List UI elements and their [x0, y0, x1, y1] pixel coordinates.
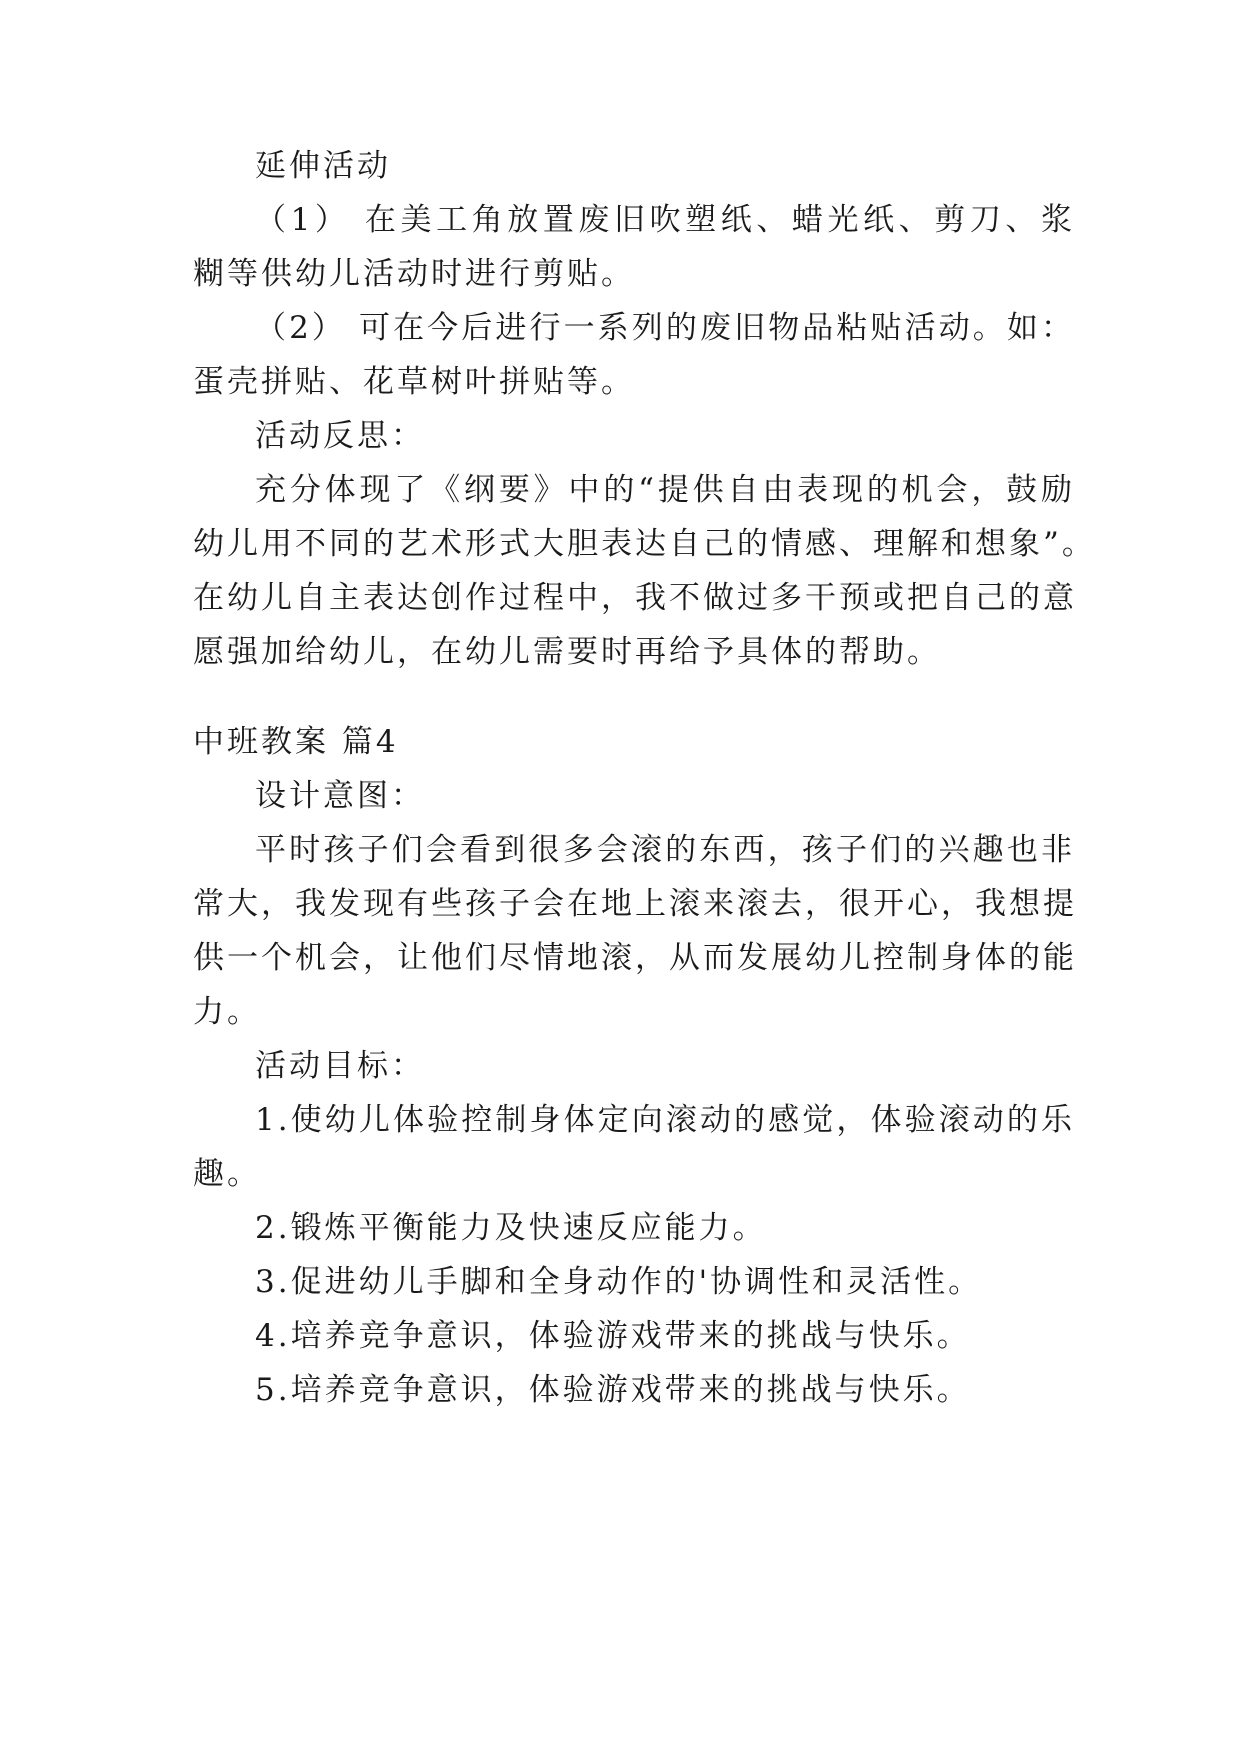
extension-item-2-line-2: 蛋壳拼贴、花草树叶拼贴等。 — [193, 364, 635, 400]
reflection-line-1: 充分体现了《纲要》中的“提供自由表现的机会，鼓励 — [255, 472, 1075, 508]
intent-heading: 设计意图： — [255, 778, 425, 814]
goal-4: 4.培养竞争意识，体验游戏带来的挑战与快乐。 — [255, 1318, 971, 1354]
goal-5: 5.培养竞争意识，体验游戏带来的挑战与快乐。 — [255, 1372, 971, 1408]
intent-line-1: 平时孩子们会看到很多会滚的东西，孩子们的兴趣也非 — [255, 832, 1075, 868]
reflection-line-2: 幼儿用不同的艺术形式大胆表达自己的情感、理解和想象”。 — [193, 526, 1096, 562]
intent-line-3: 供一个机会，让他们尽情地滚，从而发展幼儿控制身体的能 — [193, 940, 1077, 976]
extension-item-1-line-2: 糊等供幼儿活动时进行剪贴。 — [193, 256, 635, 292]
reflection-heading: 活动反思： — [255, 418, 425, 454]
intent-line-4: 力。 — [193, 994, 261, 1030]
intent-line-2: 常大，我发现有些孩子会在地上滚来滚去，很开心，我想提 — [193, 886, 1077, 922]
goal-3: 3.促进幼儿手脚和全身动作的'协调性和灵活性。 — [255, 1264, 983, 1300]
extension-item-1-line-1: （1） 在美工角放置废旧吹塑纸、蜡光纸、剪刀、浆 — [255, 202, 1075, 238]
goals-heading: 活动目标： — [255, 1048, 425, 1084]
section-title: 中班教案 篇4 — [193, 724, 399, 760]
goal-1-line-1: 1.使幼儿体验控制身体定向滚动的感觉，体验滚动的乐 — [255, 1102, 1075, 1138]
reflection-line-4: 愿强加给幼儿，在幼儿需要时再给予具体的帮助。 — [193, 634, 941, 670]
extension-item-2-line-1: （2） 可在今后进行一系列的废旧物品粘贴活动。如： — [255, 310, 1075, 346]
reflection-line-3: 在幼儿自主表达创作过程中，我不做过多干预或把自己的意 — [193, 580, 1077, 616]
extension-heading: 延伸活动 — [255, 148, 391, 184]
goal-1-line-2: 趣。 — [193, 1156, 261, 1192]
goal-2: 2.锻炼平衡能力及快速反应能力。 — [255, 1210, 767, 1246]
